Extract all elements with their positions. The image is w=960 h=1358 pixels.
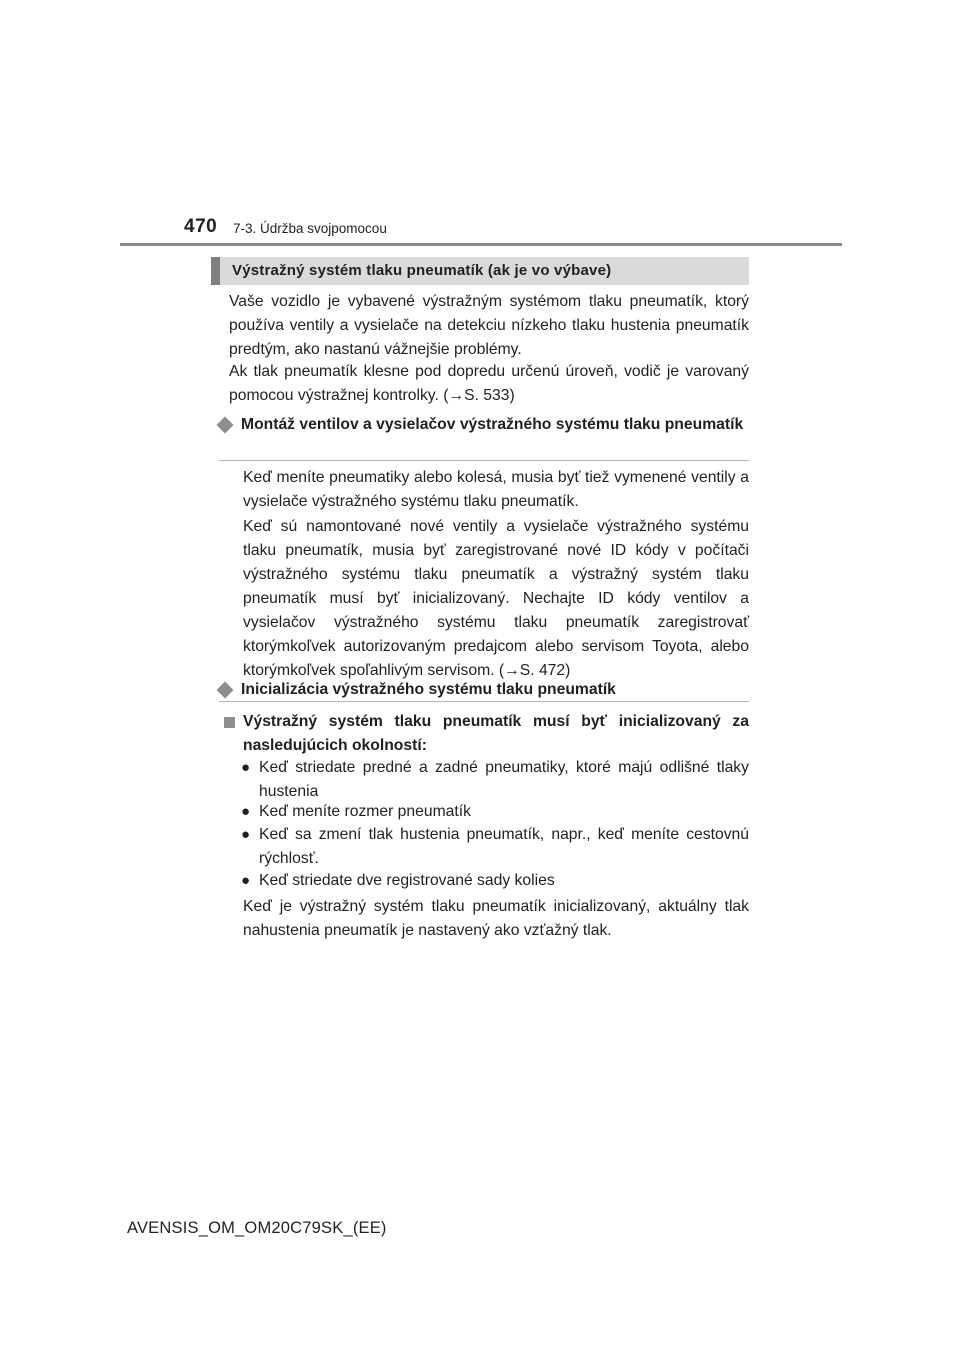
section-title: Výstražný systém tlaku pneumatík (ak je vo výbave) [232,262,612,279]
bullet-icon: ● [241,872,251,889]
valves-paragraph-2: Keď sú namontované nové ventily a vysielače výstražného systému tlaku pneumatík, musia byť zaregistrované nové ID kódy v počítači výstražného systému tlaku pneumatík a výstražný systém tlaku pneumatík musí byť inicializovaný. Nechajte ID kódy ventilov a vysielačov výstražného systému tlaku pneumatík zaregistrovať ktorýmkoľvek autorizovaným predajcom alebo servisom Toyota, alebo ktorýmkoľvek spoľahlivým servisom. (→S. 472) [243,518,749,679]
bullet-icon: ● [241,803,251,820]
subsection-heading-text: Montáž ventilov a vysielačov výstražného systému tlaku pneumatík [241,416,744,433]
list-item-text: Keď striedate dve registrované sady kolies [259,872,555,889]
intro-paragraph-2: Ak tlak pneumatík klesne pod dopredu určenú úroveň, vodič je varovaný pomocou výstražnej kontrolky. (→S. 533) [229,363,749,404]
section-title-box [211,257,749,285]
page-number: 470 [184,216,218,237]
closing-paragraph: Keď je výstražný systém tlaku pneumatík inicializovaný, aktuálny tlak nahustenia pneumatík je nastavený ako vzťažný tlak. [243,898,749,939]
conditions-heading [221,710,749,758]
subsection-heading-text: Inicializácia výstražného systému tlaku pneumatík [241,681,616,698]
list-item-text: Keď striedate predné a zadné pneumatiky, ktoré majú odlišné tlaky hustenia [259,759,749,800]
document-code: AVENSIS_OM_OM20C79SK_(EE) [127,1219,387,1237]
list-item [241,823,749,871]
subsection-rule [219,460,749,461]
section-label: 7-3. Údržba svojpomocou [233,221,387,236]
list-item-text: Keď meníte rozmer pneumatík [259,803,471,820]
square-bullet-icon [224,717,235,728]
subsection-rule [219,701,749,702]
conditions-heading-text: Výstražný systém tlaku pneumatík musí byť inicializovaný za nasledujúcich okolností: [243,713,749,754]
list-item [241,800,749,824]
subsection-heading-initialization [219,678,749,702]
header-rule [120,243,842,246]
list-item-text: Keď sa zmení tlak hustenia pneumatík, napr., keď meníte cestovnú rýchlosť. [259,826,749,867]
bullet-icon: ● [241,759,251,776]
valves-paragraph-1: Keď meníte pneumatiky alebo kolesá, musia byť tiež vymenené ventily a vysielače výstražného systému tlaku pneumatík. [243,469,749,510]
list-item [241,869,749,893]
bullet-icon: ● [241,826,251,843]
list-item [241,756,749,804]
intro-paragraph-1: Vaše vozidlo je vybavené výstražným systémom tlaku pneumatík, ktorý používa ventily a vysielače na detekciu nízkeho tlaku hustenia pneumatík predtým, ako nastanú vážnejšie problémy. [229,293,749,358]
subsection-heading-valves [219,413,749,437]
